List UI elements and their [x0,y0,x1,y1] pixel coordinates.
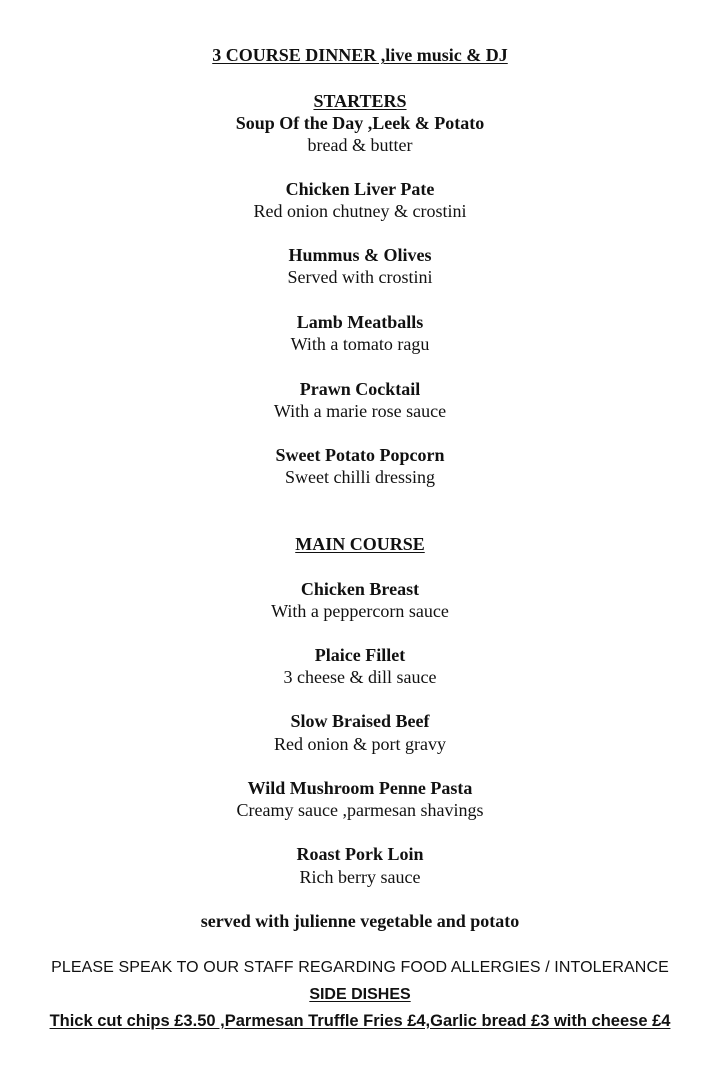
starter-item-desc: Sweet chilli dressing [285,467,435,487]
starter-item-desc: Red onion chutney & crostini [253,201,467,221]
side-dishes-heading: SIDE DISHES [309,986,411,1003]
main-item-name: Plaice Fillet [314,645,406,665]
allergy-notice: PLEASE SPEAK TO OUR STAFF REGARDING FOOD ALLERGIES / INTOLERANCE [51,959,669,976]
starter-item-name: Soup Of the Day ,Leek & Potato [235,113,485,133]
main-course-heading: MAIN COURSE [295,534,425,554]
starter-item-name: Chicken Liver Pate [285,179,435,199]
main-item-name: Slow Braised Beef [290,711,430,731]
main-item-name: Chicken Breast [300,579,420,599]
starter-item-desc: bread & butter [307,135,413,155]
starter-item-name: Lamb Meatballs [296,312,424,332]
main-item-desc: 3 cheese & dill sauce [283,667,437,687]
side-dishes-list: Thick cut chips £3.50 ,Parmesan Truffle Fries £4,Garlic bread £3 with cheese £4 [49,1012,671,1030]
starter-item-desc: With a marie rose sauce [273,401,447,421]
main-item-desc: Creamy sauce ,parmesan shavings [236,800,484,820]
starter-item-desc: Served with crostini [287,267,433,287]
starter-item-name: Prawn Cocktail [299,379,421,399]
main-item-desc: Rich berry sauce [299,867,421,887]
served-with-note: served with julienne vegetable and potato [200,911,520,931]
main-item-desc: Red onion & port gravy [274,734,446,754]
starter-item-name: Sweet Potato Popcorn [275,445,445,465]
starters-heading: STARTERS [313,91,407,111]
main-item-name: Roast Pork Loin [296,844,424,864]
main-item-name: Wild Mushroom Penne Pasta [247,778,473,798]
main-item-desc: With a peppercorn sauce [271,601,449,621]
menu-title: 3 COURSE DINNER ,live music & DJ [212,45,508,65]
starter-item-desc: With a tomato ragu [290,334,430,354]
starter-item-name: Hummus & Olives [288,245,432,265]
